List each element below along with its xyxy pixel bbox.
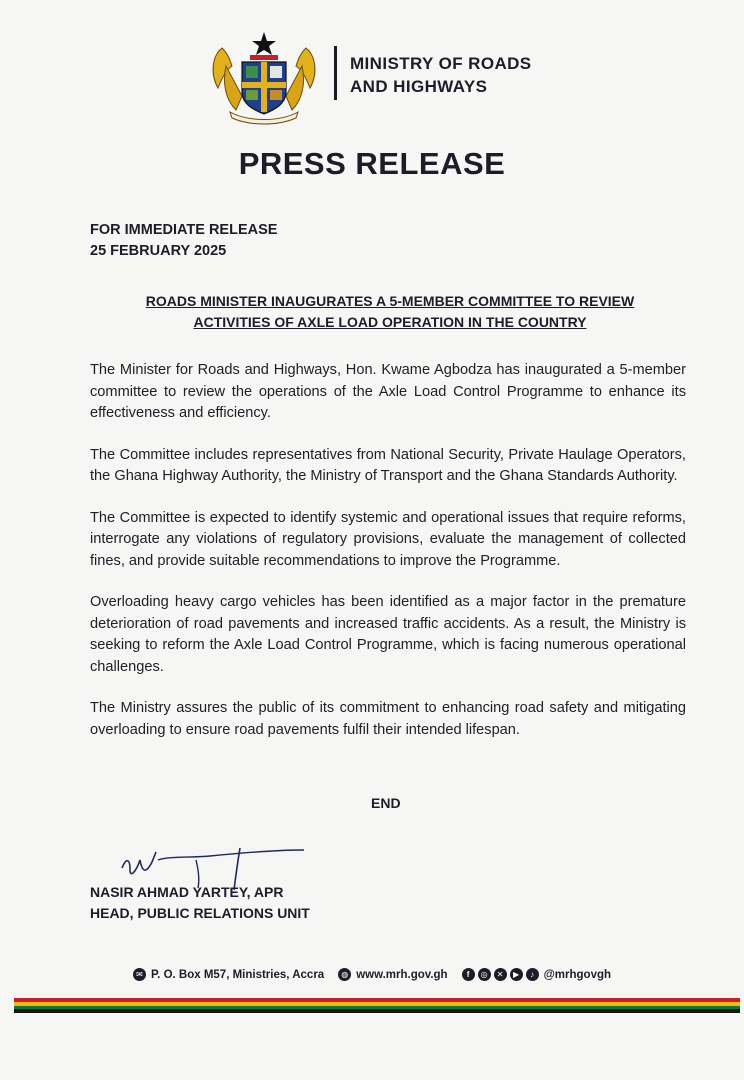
- ministry-name-line1: MINISTRY OF ROADS: [350, 54, 532, 73]
- headline: [90, 291, 690, 333]
- footer-social-handle[interactable]: @mrhgovgh: [543, 968, 612, 981]
- x-icon[interactable]: ✕: [494, 968, 507, 981]
- tiktok-icon[interactable]: ♪: [526, 968, 539, 981]
- release-meta: [90, 220, 277, 262]
- footer-website[interactable]: [338, 968, 447, 981]
- release-date: 25 FEBRUARY 2025: [90, 243, 227, 259]
- footer-address-text: P. O. Box M57, Ministries, Accra: [150, 968, 325, 981]
- release-body: [90, 360, 686, 761]
- signatory-name: NASIR AHMAD YARTEY, APR: [90, 884, 284, 900]
- signatory-position: HEAD, PUBLIC RELATIONS UNIT: [90, 905, 310, 921]
- ghana-coat-of-arms-logo: [208, 26, 320, 128]
- body-paragraph: The Committee is expected to identify systemic and operational issues that require reforms, interrogate any violations of regulatory provisions, evaluate the management of collected fines, and provide suitable recommendations to improve the Programme.: [90, 509, 686, 569]
- body-paragraph: The Ministry assures the public of its commitment to enhancing road safety and mitigating overloading to ensure road pavements fulfil their intended lifespan.: [90, 700, 686, 738]
- mail-box-icon: ✉: [133, 968, 146, 981]
- end-marker: END: [371, 795, 401, 811]
- social-icons: [462, 968, 539, 981]
- body-paragraph: Overloading heavy cargo vehicles has been identified as a major factor in the premature deterioration of road pavements and increased traffic accidents. As a result, the Ministry is seeking to reform the Axle Load Control Programme, which is facing numerous operational challenges.: [90, 594, 686, 675]
- instagram-icon[interactable]: ◎: [478, 968, 491, 981]
- ministry-name: [350, 52, 532, 98]
- body-paragraph: The Committee includes representatives from National Security, Private Haulage Operators, the Ghana Highway Authority, the Ministry of Transport and the Ghana Standards Authority.: [90, 446, 686, 484]
- headline-line1: ROADS MINISTER INAUGURATES A 5-MEMBER COMMITTEE TO REVIEW: [145, 293, 635, 309]
- footer-website-link[interactable]: www.mrh.gov.gh: [356, 968, 448, 981]
- facebook-icon[interactable]: f: [462, 968, 475, 981]
- footer-social: [462, 968, 611, 981]
- youtube-icon[interactable]: ▶: [510, 968, 523, 981]
- release-type: FOR IMMEDIATE RELEASE: [90, 222, 278, 238]
- body-paragraph: The Minister for Roads and Highways, Hon. Kwame Agbodza has inaugurated a 5-member committee to review the operations of the Axle Load Control Programme to enhance its effectiveness and efficiency.: [90, 362, 686, 421]
- globe-icon: ◍: [338, 968, 351, 981]
- stripe-black: [14, 1009, 740, 1013]
- header-divider: [334, 46, 337, 100]
- page-title: PRESS RELEASE: [238, 146, 506, 181]
- footer-address: [133, 968, 324, 981]
- headline-line2: ACTIVITIES OF AXLE LOAD OPERATION IN THE COUNTRY: [193, 314, 587, 330]
- flag-color-stripes: [14, 998, 740, 1013]
- signatory: [90, 882, 310, 924]
- footer: [0, 968, 744, 981]
- ministry-name-line2: AND HIGHWAYS: [350, 77, 488, 96]
